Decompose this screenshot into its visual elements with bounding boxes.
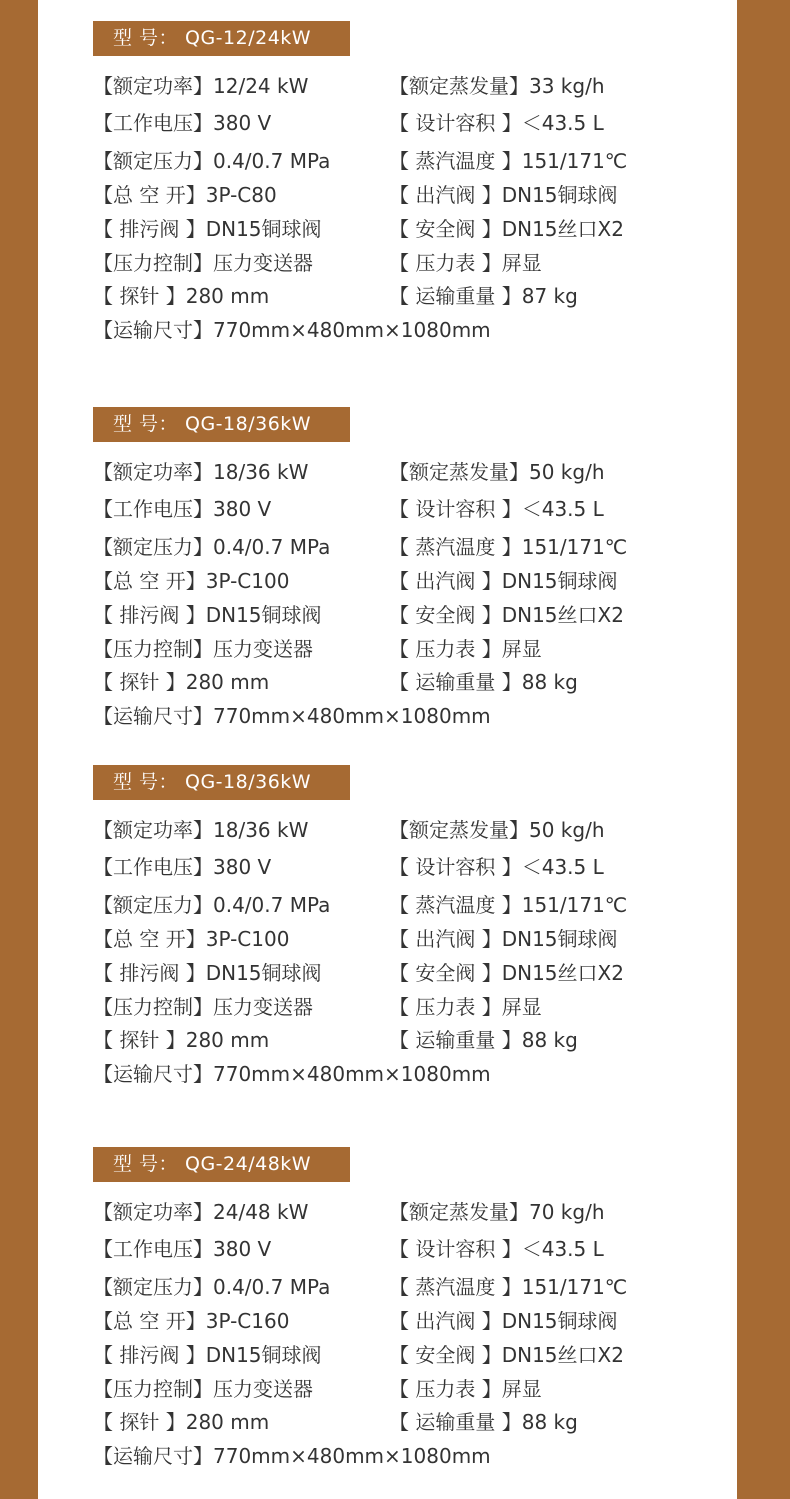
spec-drain-valve: 【 排污阀 】DN15铜球阀 xyxy=(93,217,322,241)
spec-steam-valve: 【 出汽阀 】DN15铜球阀 xyxy=(389,1309,618,1333)
spec-design-volume: 【 设计容积 】＜43.5 L xyxy=(389,497,604,521)
model-label: 型 号： xyxy=(113,771,179,793)
left-border xyxy=(0,0,38,1499)
spec-design-volume: 【 设计容积 】＜43.5 L xyxy=(389,1237,604,1261)
spec-shipping-weight: 【 运输重量 】88 kg xyxy=(389,670,578,694)
model-label: 型 号： xyxy=(113,413,179,435)
spec-steam-temperature: 【 蒸汽温度 】151/171℃ xyxy=(389,149,628,173)
spec-pressure-control: 【压力控制】压力变送器 xyxy=(93,637,313,661)
spec-pressure-control: 【压力控制】压力变送器 xyxy=(93,251,313,275)
spec-rated-evaporation: 【额定蒸发量】70 kg/h xyxy=(389,1200,605,1224)
spec-pressure-control: 【压力控制】压力变送器 xyxy=(93,995,313,1019)
model-header xyxy=(93,407,350,442)
spec-pressure-gauge: 【 压力表 】屏显 xyxy=(389,637,542,661)
spec-pressure-gauge: 【 压力表 】屏显 xyxy=(389,1377,542,1401)
spec-drain-valve: 【 排污阀 】DN15铜球阀 xyxy=(93,603,322,627)
spec-block-3 xyxy=(93,765,713,1110)
spec-steam-valve: 【 出汽阀 】DN15铜球阀 xyxy=(389,927,618,951)
spec-safety-valve: 【 安全阀 】DN15丝口X2 xyxy=(389,961,624,985)
spec-shipping-weight: 【 运输重量 】88 kg xyxy=(389,1028,578,1052)
model-header xyxy=(93,1147,350,1182)
spec-block-2 xyxy=(93,407,713,752)
spec-probe: 【 探针 】280 mm xyxy=(93,670,270,694)
spec-steam-temperature: 【 蒸汽温度 】151/171℃ xyxy=(389,1275,628,1299)
spec-block-1 xyxy=(93,21,713,366)
spec-pressure-gauge: 【 压力表 】屏显 xyxy=(389,251,542,275)
spec-safety-valve: 【 安全阀 】DN15丝口X2 xyxy=(389,603,624,627)
spec-probe: 【 探针 】280 mm xyxy=(93,1410,270,1434)
model-value: QG-18/36kW xyxy=(185,771,312,793)
spec-shipping-size: 【运输尺寸】770mm×480mm×1080mm xyxy=(93,1444,491,1468)
spec-rated-pressure: 【额定压力】0.4/0.7 MPa xyxy=(93,535,331,559)
model-value: QG-12/24kW xyxy=(185,27,312,49)
spec-drain-valve: 【 排污阀 】DN15铜球阀 xyxy=(93,1343,322,1367)
spec-main-switch: 【总 空 开】3P-C80 xyxy=(93,183,277,207)
spec-steam-temperature: 【 蒸汽温度 】151/171℃ xyxy=(389,535,628,559)
spec-rated-power: 【额定功率】24/48 kW xyxy=(93,1200,309,1224)
spec-rated-evaporation: 【额定蒸发量】50 kg/h xyxy=(389,818,605,842)
spec-design-volume: 【 设计容积 】＜43.5 L xyxy=(389,111,604,135)
spec-rated-pressure: 【额定压力】0.4/0.7 MPa xyxy=(93,893,331,917)
spec-safety-valve: 【 安全阀 】DN15丝口X2 xyxy=(389,1343,624,1367)
spec-probe: 【 探针 】280 mm xyxy=(93,1028,270,1052)
spec-rated-power: 【额定功率】18/36 kW xyxy=(93,818,309,842)
right-border xyxy=(737,0,790,1499)
spec-design-volume: 【 设计容积 】＜43.5 L xyxy=(389,855,604,879)
model-label: 型 号： xyxy=(113,1153,179,1175)
spec-pressure-gauge: 【 压力表 】屏显 xyxy=(389,995,542,1019)
spec-working-voltage: 【工作电压】380 V xyxy=(93,497,272,521)
spec-main-switch: 【总 空 开】3P-C160 xyxy=(93,1309,290,1333)
spec-steam-valve: 【 出汽阀 】DN15铜球阀 xyxy=(389,569,618,593)
spec-main-switch: 【总 空 开】3P-C100 xyxy=(93,569,290,593)
spec-steam-valve: 【 出汽阀 】DN15铜球阀 xyxy=(389,183,618,207)
spec-rated-pressure: 【额定压力】0.4/0.7 MPa xyxy=(93,149,331,173)
model-label: 型 号： xyxy=(113,27,179,49)
spec-block-4 xyxy=(93,1147,713,1492)
spec-shipping-weight: 【 运输重量 】87 kg xyxy=(389,284,578,308)
spec-working-voltage: 【工作电压】380 V xyxy=(93,1237,272,1261)
spec-pressure-control: 【压力控制】压力变送器 xyxy=(93,1377,313,1401)
spec-shipping-size: 【运输尺寸】770mm×480mm×1080mm xyxy=(93,318,491,342)
spec-safety-valve: 【 安全阀 】DN15丝口X2 xyxy=(389,217,624,241)
spec-shipping-size: 【运输尺寸】770mm×480mm×1080mm xyxy=(93,1062,491,1086)
spec-rated-evaporation: 【额定蒸发量】33 kg/h xyxy=(389,74,605,98)
spec-rated-power: 【额定功率】18/36 kW xyxy=(93,460,309,484)
spec-working-voltage: 【工作电压】380 V xyxy=(93,111,272,135)
spec-working-voltage: 【工作电压】380 V xyxy=(93,855,272,879)
model-value: QG-24/48kW xyxy=(185,1153,312,1175)
spec-drain-valve: 【 排污阀 】DN15铜球阀 xyxy=(93,961,322,985)
spec-rated-power: 【额定功率】12/24 kW xyxy=(93,74,309,98)
spec-main-switch: 【总 空 开】3P-C100 xyxy=(93,927,290,951)
spec-probe: 【 探针 】280 mm xyxy=(93,284,270,308)
spec-shipping-weight: 【 运输重量 】88 kg xyxy=(389,1410,578,1434)
spec-rated-pressure: 【额定压力】0.4/0.7 MPa xyxy=(93,1275,331,1299)
spec-rated-evaporation: 【额定蒸发量】50 kg/h xyxy=(389,460,605,484)
model-value: QG-18/36kW xyxy=(185,413,312,435)
spec-steam-temperature: 【 蒸汽温度 】151/171℃ xyxy=(389,893,628,917)
model-header xyxy=(93,21,350,56)
spec-shipping-size: 【运输尺寸】770mm×480mm×1080mm xyxy=(93,704,491,728)
model-header xyxy=(93,765,350,800)
